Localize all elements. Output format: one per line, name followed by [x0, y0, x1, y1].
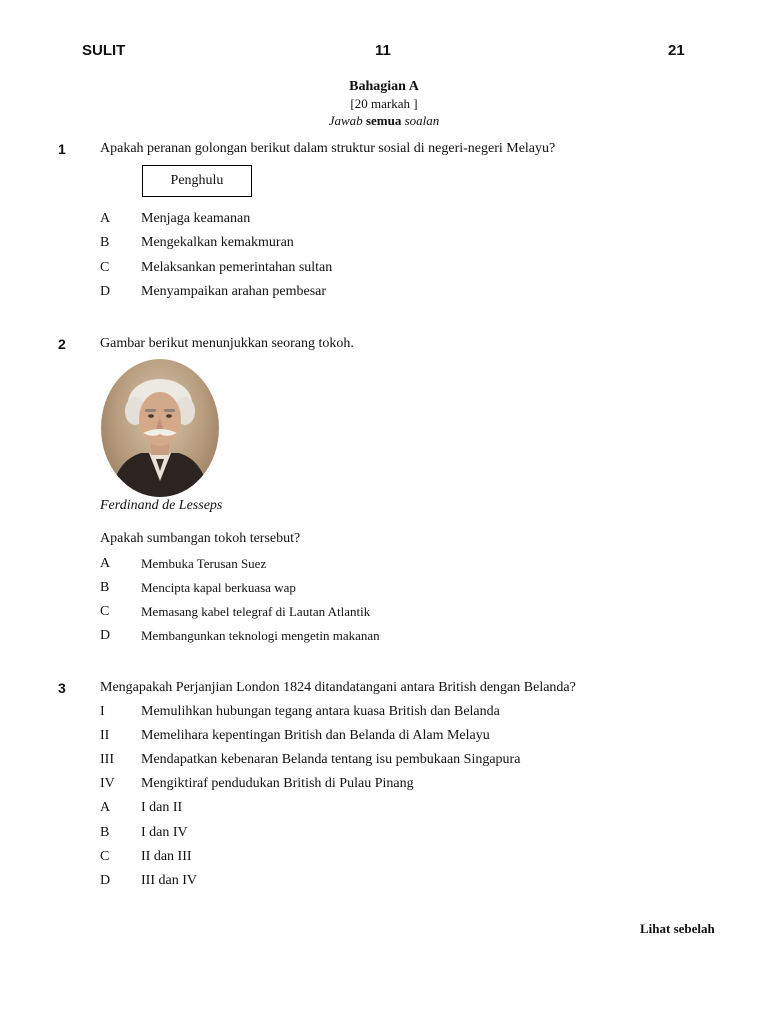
option-text: Membuka Terusan Suez — [141, 556, 267, 571]
question-prompt: Apakah sumbangan tokoh tersebut? — [100, 531, 301, 546]
option-letter: C — [100, 604, 110, 619]
option-text: Memasang kabel telegraf di Lautan Atlantik — [141, 604, 371, 619]
option-text: Menjaga keamanan — [141, 211, 251, 226]
question-text: Mengapakah Perjanjian London 1824 ditandatangani antara British dengan Belanda? — [100, 680, 576, 695]
option-letter: A — [100, 556, 111, 571]
statement-numeral: II — [100, 728, 110, 743]
section-instruction — [0, 113, 768, 129]
header-code: 11 — [375, 42, 391, 59]
question-number: 3 — [58, 680, 66, 696]
portrait-illustration — [101, 359, 219, 497]
question-number: 1 — [58, 141, 66, 157]
option-letter: C — [100, 260, 110, 275]
option-letter: C — [100, 849, 110, 864]
option-text: III dan IV — [141, 873, 197, 888]
instruction-part2: semua — [365, 113, 402, 128]
option-letter: D — [100, 873, 111, 888]
statement-text: Mengiktiraf pendudukan British di Pulau Pinang — [141, 776, 414, 791]
portrait-caption: Ferdinand de Lesseps — [100, 498, 223, 513]
option-letter: B — [100, 580, 110, 595]
option-text: II dan III — [141, 849, 192, 864]
page-number: 21 — [668, 42, 685, 59]
option-letter: A — [100, 800, 111, 815]
instruction-part1: Jawab — [328, 113, 363, 128]
option-letter: D — [100, 628, 111, 643]
option-letter: A — [100, 211, 111, 226]
header-confidential: SULIT — [82, 42, 126, 59]
option-letter: B — [100, 235, 110, 250]
portrait-image — [101, 359, 219, 497]
option-text: Membangunkan teknologi mengetin makanan — [141, 628, 380, 643]
statement-numeral: III — [100, 752, 114, 767]
question-text: Apakah peranan golongan berikut dalam struktur sosial di negeri-negeri Melayu? — [100, 141, 556, 156]
stimulus-box — [142, 165, 252, 197]
option-text: Mencipta kapal berkuasa wap — [141, 580, 296, 595]
statement-text: Mendapatkan kebenaran Belanda tentang isu pembukaan Singapura — [141, 752, 521, 767]
statement-numeral: IV — [100, 776, 115, 791]
option-letter: B — [100, 825, 110, 840]
option-letter: D — [100, 284, 111, 299]
question-number: 2 — [58, 336, 66, 352]
option-text: I dan II — [141, 800, 183, 815]
option-text: Mengekalkan kemakmuran — [141, 235, 294, 250]
stimulus-box-label: Penghulu — [170, 173, 224, 188]
option-text: Menyampaikan arahan pembesar — [141, 284, 327, 299]
instruction-part3: soalan — [404, 113, 440, 128]
option-text: Melaksankan pemerintahan sultan — [141, 260, 333, 275]
statement-text: Memelihara kepentingan British dan Belanda di Alam Melayu — [141, 728, 490, 743]
section-marks: [20 markah ] — [350, 96, 418, 111]
statement-numeral: I — [100, 704, 105, 719]
question-text: Gambar berikut menunjukkan seorang tokoh. — [100, 336, 354, 351]
next-page-note: Lihat sebelah — [640, 921, 715, 936]
option-text: I dan IV — [141, 825, 188, 840]
section-title: Bahagian A — [349, 79, 419, 94]
statement-text: Memulihkan hubungan tegang antara kuasa British dan Belanda — [141, 704, 500, 719]
